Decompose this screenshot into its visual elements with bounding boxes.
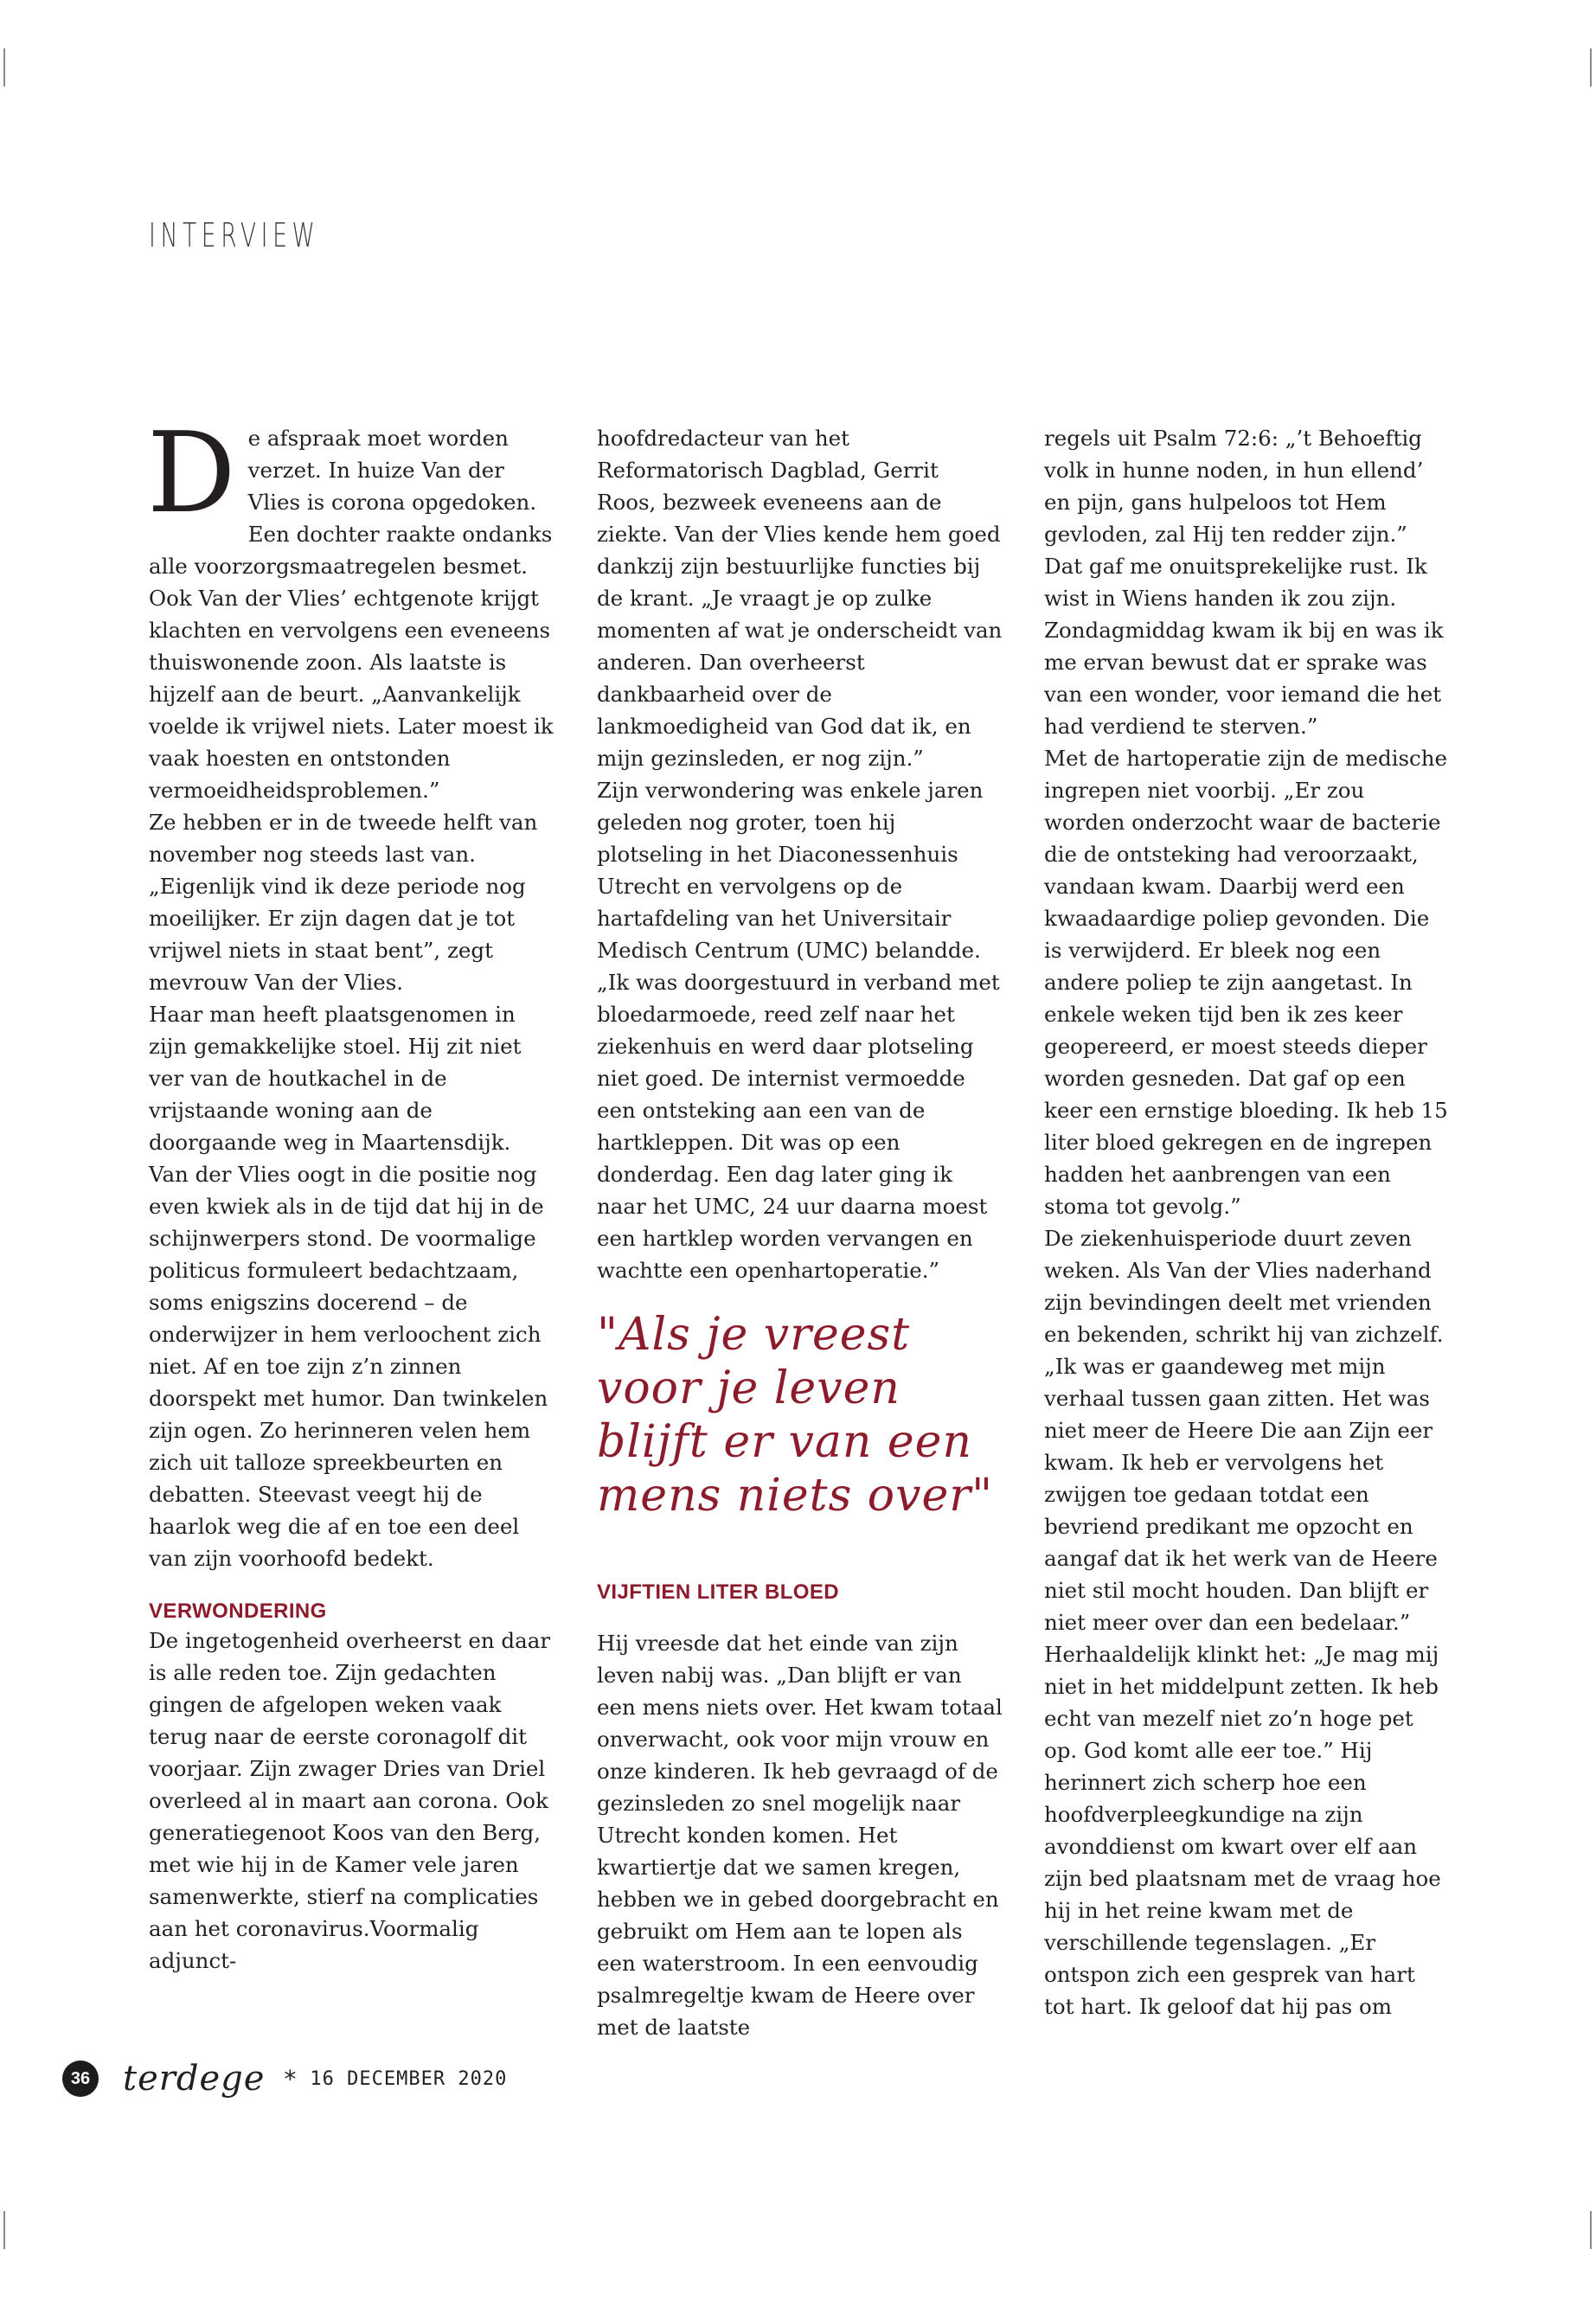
opening-paragraph (147, 409, 555, 806)
paragraph: De ziekenhuisperiode duurt zeven weken. Als Van der Vlies naderhand zijn bevindingen deelt met vrienden en bekenden, schrikt hij van zichzelf. „Ik was er gaandeweg met mijn verhaal tussen gaan zitten. Het was niet meer de Heere Die aan Zijn eer kwam. Ik heb er vervolgens het zwijgen toe gedaan totdat een bevriend predikant me opzocht en aangaf dat ik het werk van de Heere niet stil mocht houden. Dan blijft er niet meer over dan een bedelaar.” (1044, 1226, 1444, 1635)
drop-cap: D (147, 409, 236, 538)
article-column-2 (597, 422, 1003, 1286)
paragraph: Haar man heeft plaatsgenomen in zijn gemakkelijke stoel. Hij zit niet ver van de houtkachel in de vrijstaande woning aan de doorgaande weg in Maartensdijk. Van der Vlies oogt in die positie nog even kwiek als in de tijd dat hij in de schijnwerpers stond. De voormalige politicus formuleert bedachtzaam, soms enigszins docerend – de onderwijzer in hem verloochent zich niet. Af en toe zijn z’n zinnen doorspekt met humor. Dan twinkelen zijn ogen. Zo herinneren velen hem zich uit talloze spreekbeurten en debatten. Steevast veegt hij de haarlok weg die af en toe een deel van zijn voorhoofd bedekt. (149, 1002, 548, 1571)
pull-quote: "Als je vreest voor je leven blijft er van een mens niets over" (597, 1309, 994, 1522)
crop-mark-top-right (1590, 48, 1592, 87)
issue-date: 16 DECEMBER 2020 (310, 2067, 508, 2090)
paragraph: hoofdredacteur van het Reformatorisch Dagblad, Gerrit Roos, bezweek eveneens aan de ziekte. Van der Vlies kende hem goed dankzij zijn bestuurlijke functies bij de krant. „Je vraagt je op zulke momenten af wat je onderscheidt van anderen. Dan overheerst dankbaarheid over de lankmoedigheid van God dat ik, en mijn gezinsleden, er nog zijn.” (597, 426, 1003, 771)
crop-mark-bottom-right (1590, 2211, 1592, 2249)
paragraph: De ingetogenheid overheerst en daar is alle reden toe. Zijn gedachten gingen de afgelopen weken vaak terug naar de eerste coronagolf dit voorjaar. Zijn zwager Dries van Driel overleed al in maart aan corona. Ook generatiegenoot Koos van den Berg, met wie hij in de Kamer vele jaren samenwerkte, stierf na complicaties aan het coronavirus.Voormalig adjunct- (149, 1628, 551, 1973)
paragraph: regels uit Psalm 72:6: „’t Behoeftig volk in hunne noden, in hun ellend’ en pijn, gans hulpeloos tot Hem gevloden, zal Hij ten redder zijn.” Dat gaf me onuitsprekelijke rust. Ik wist in Wiens handen ik zou zijn. Zondagmiddag kwam ik bij en was ik me ervan bewust dat er sprake was van een wonder, voor iemand die het had verdiend te sterven.” (1044, 426, 1444, 739)
page-footer (62, 2057, 507, 2100)
article-column-2-lower (597, 1580, 1003, 2064)
article-column-3 (1044, 422, 1451, 2022)
subhead-verwondering: VERWONDERING (149, 1599, 327, 1623)
crop-mark-top-left (3, 48, 5, 87)
paragraph: Herhaaldelijk klinkt het: „Je mag mij niet in het middelpunt zetten. Ik heb echt van mezelf niet zo’n hoge pet op. God komt alle eer toe.” Hij herinnert zich scherp hoe een hoofdverpleegkundige na zijn avonddienst om kwart over elf aan zijn bed plaatsnam met de vraag hoe hij in het reine kwam met de verschillende tegenslagen. „Er ontspon zich een gesprek van hart tot hart. Ik geloof dat hij pas om (1044, 1642, 1441, 2019)
magazine-logo: terdege (123, 2059, 266, 2099)
paragraph: Ze hebben er in de tweede helft van november nog steeds last van. „Eigenlijk vind ik deze periode nog moeilijker. Er zijn dagen dat je tot vrijwel niets in staat bent”, zegt mevrouw Van der Vlies. (149, 810, 538, 995)
paragraph: Hij vreesde dat het einde van zijn leven nabij was. „Dan blijft er van een mens niets over. Het kwam totaal onverwacht, ook voor mijn vrouw en onze kinderen. Ik heb gevraagd of de gezinsleden zo snel mogelijk naar Utrecht konden komen. Het kwartiertje dat we samen kregen, hebben we in gebed doorgebracht en gebruikt om Hem aan te lopen als een waterstroom. In een eenvoudig psalmregeltje kwam de Heere over met de laatste (597, 1630, 1003, 2040)
article-column-1 (147, 409, 555, 1977)
section-label: INTERVIEW (149, 216, 320, 254)
crop-mark-bottom-left (3, 2211, 5, 2249)
asterisk-icon: * (284, 2064, 297, 2093)
paragraph: Met de hartoperatie zijn de medische ingrepen niet voorbij. „Er zou worden onderzocht waar de bacterie die de ontsteking had veroorzaakt, vandaan kwam. Daarbij werd een kwaadaardige poliep gevonden. Die is verwijderd. Er bleek nog een andere poliep te zijn aangetast. In enkele weken tijd ben ik zes keer geopereerd, er moest steeds dieper worden gesneden. Dat gaf op een keer een ernstige bloeding. Ik heb 15 liter bloed gekregen en de ingrepen hadden het aanbrengen van een stoma tot gevolg.” (1044, 746, 1448, 1219)
page-number-badge: 36 (62, 2061, 99, 2097)
paragraph: e afspraak moet worden verzet. In huize Van der Vlies is corona opgedoken. Een dochter raakte ondanks alle voorzorgsmaatregelen besmet. Ook Van der Vlies’ echtgenote krijgt klachten en vervolgens een eveneens thuiswonende zoon. Als laatste is hijzelf aan de beurt. „Aanvankelijk voelde ik vrijwel niets. Later moest ik vaak hoesten en ontstonden vermoeidheidsproblemen.” (149, 426, 554, 803)
paragraph: Zijn verwondering was enkele jaren geleden nog groter, toen hij plotseling in het Diaconessenhuis Utrecht en vervolgens op de hartafdeling van het Universitair Medisch Centrum (UMC) belandde. „Ik was doorgestuurd in verband met bloedarmoede, reed zelf naar het ziekenhuis en werd daar plotseling niet goed. De internist vermoedde een ontsteking aan een van de hartkleppen. Dit was op een donderdag. Een dag later ging ik naar het UMC, 24 uur daarna moest een hartklep worden vervangen en wachtte een openhartoperatie.” (597, 778, 1000, 1283)
subhead-vijftien-liter-bloed: VIJFTIEN LITER BLOED (597, 1580, 840, 1604)
